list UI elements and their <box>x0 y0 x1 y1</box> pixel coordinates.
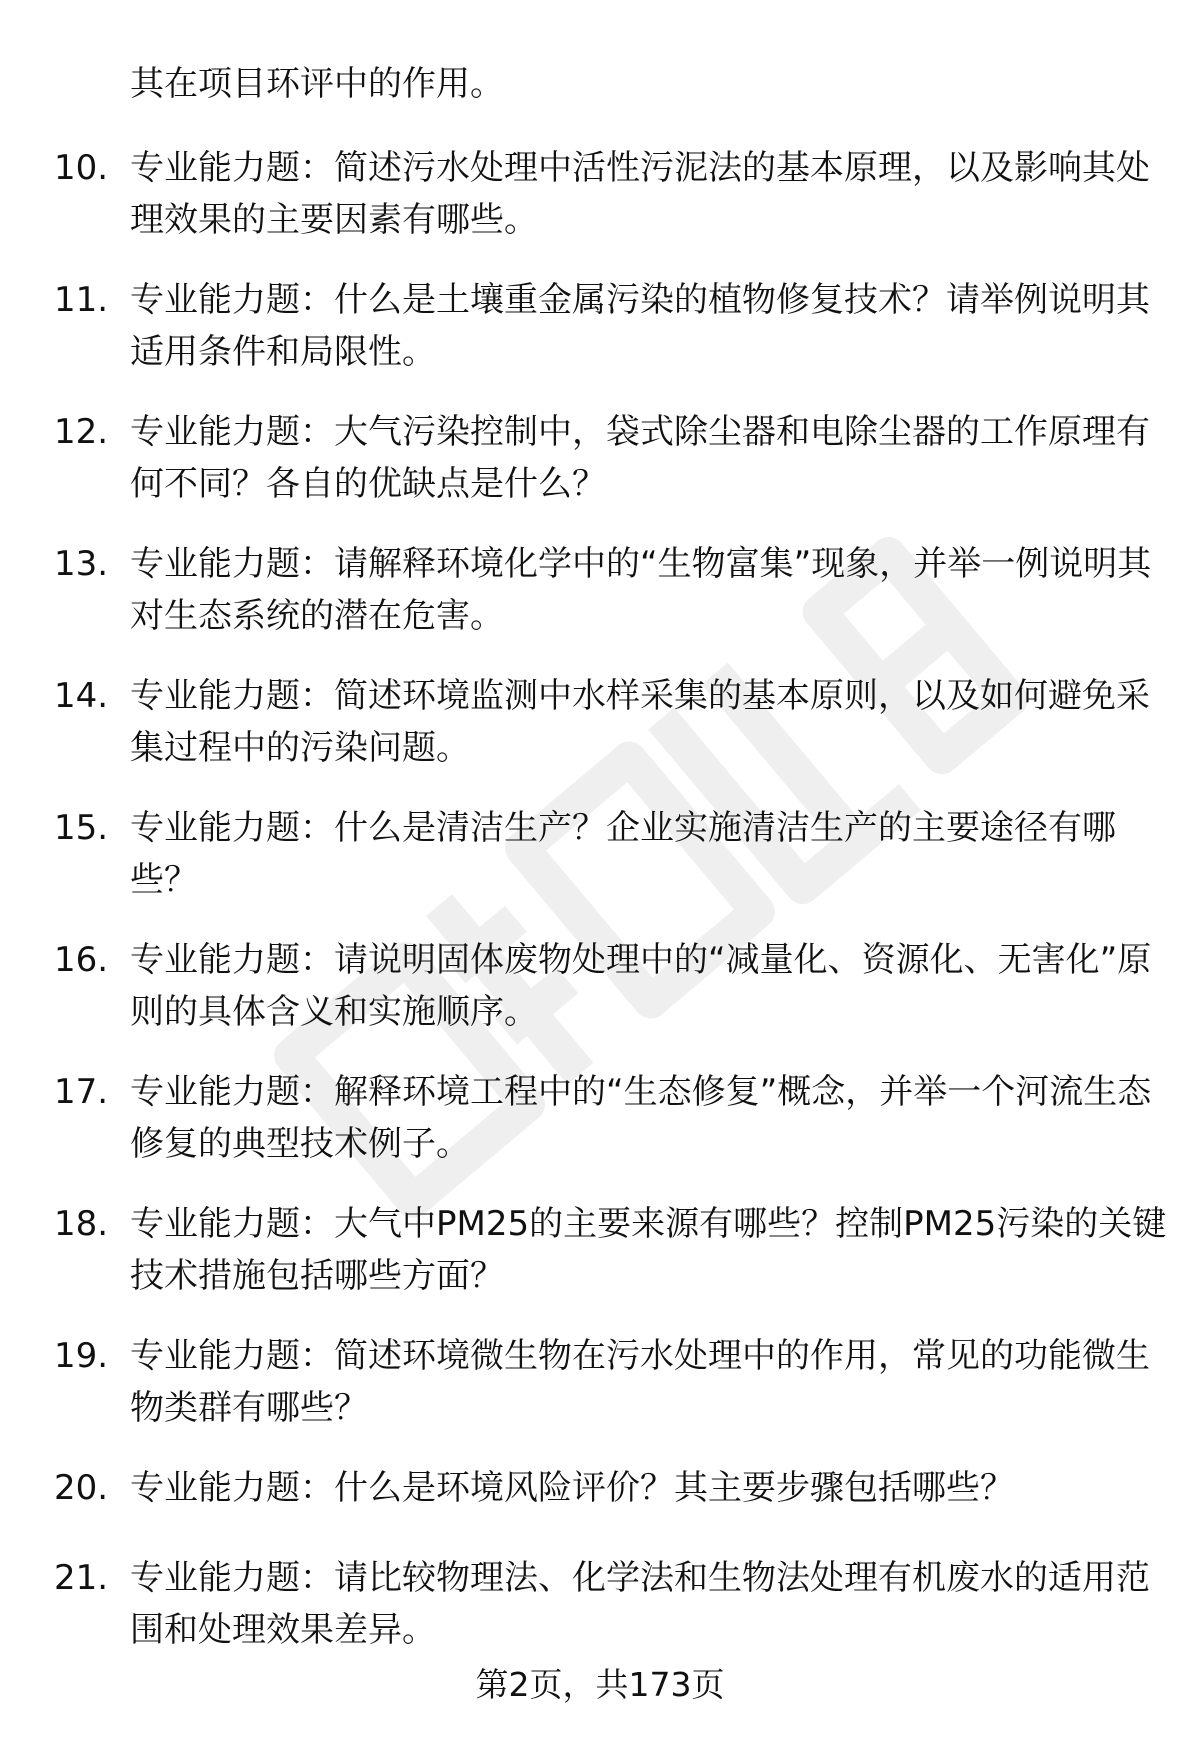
question-list <box>0 142 1200 1684</box>
question-item <box>0 538 1200 670</box>
question-item <box>0 1462 1200 1552</box>
question-number: 18. <box>54 1204 109 1244</box>
question-number: 21. <box>54 1558 109 1598</box>
question-text: 专业能力题：解释环境工程中的“生态修复”概念，并举一个河流生态修复的典型技术例子。 <box>130 1072 1152 1164</box>
question-text: 专业能力题：请解释环境化学中的“生物富集”现象，并举一例说明其对生态系统的潜在危害。 <box>130 544 1152 636</box>
question-number: 13. <box>54 544 109 584</box>
question-number: 10. <box>54 148 109 188</box>
question-text: 专业能力题：什么是土壤重金属污染的植物修复技术？请举例说明其适用条件和局限性。 <box>130 280 1150 372</box>
question-text: 专业能力题：简述环境微生物在污水处理中的作用，常见的功能微生物类群有哪些？ <box>130 1336 1150 1428</box>
question-text: 专业能力题：什么是环境风险评价？其主要步骤包括哪些？ <box>130 1468 1014 1508</box>
question-text: 专业能力题：大气污染控制中，袋式除尘器和电除尘器的工作原理有何不同？各自的优缺点是什么？ <box>130 412 1150 504</box>
question-text: 专业能力题：请说明固体废物处理中的“减量化、资源化、无害化”原则的具体含义和实施顺序。 <box>130 940 1152 1032</box>
question-item <box>0 934 1200 1066</box>
question-item <box>0 802 1200 934</box>
question-number: 14. <box>54 676 109 716</box>
question-text: 专业能力题：简述污水处理中活性污泥法的基本原理，以及影响其处理效果的主要因素有哪些。 <box>130 148 1150 240</box>
question-item <box>0 274 1200 406</box>
question-item <box>0 1330 1200 1462</box>
question-text: 专业能力题：请比较物理法、化学法和生物法处理有机废水的适用范围和处理效果差异。 <box>130 1558 1150 1650</box>
continuation-text: 其在项目环评中的作用。 <box>130 64 504 104</box>
question-number: 12. <box>54 412 109 452</box>
question-number: 17. <box>54 1072 109 1112</box>
question-number: 15. <box>54 808 109 848</box>
question-item <box>0 1066 1200 1198</box>
question-item <box>0 142 1200 274</box>
question-text: 专业能力题：大气中PM25的主要来源有哪些？控制PM25污染的关键技术措施包括哪些方面？ <box>130 1204 1167 1296</box>
question-number: 16. <box>54 940 109 980</box>
question-item <box>0 406 1200 538</box>
question-item <box>0 1198 1200 1330</box>
question-text: 专业能力题：简述环境监测中水样采集的基本原则，以及如何避免采集过程中的污染问题。 <box>130 676 1150 768</box>
question-number: 20. <box>54 1468 109 1508</box>
question-item <box>0 670 1200 802</box>
question-text: 专业能力题：什么是清洁生产？企业实施清洁生产的主要途径有哪些？ <box>130 808 1116 900</box>
question-number: 19. <box>54 1336 109 1376</box>
page-footer: 第2页，共173页 <box>475 1665 725 1704</box>
question-number: 11. <box>54 280 109 320</box>
